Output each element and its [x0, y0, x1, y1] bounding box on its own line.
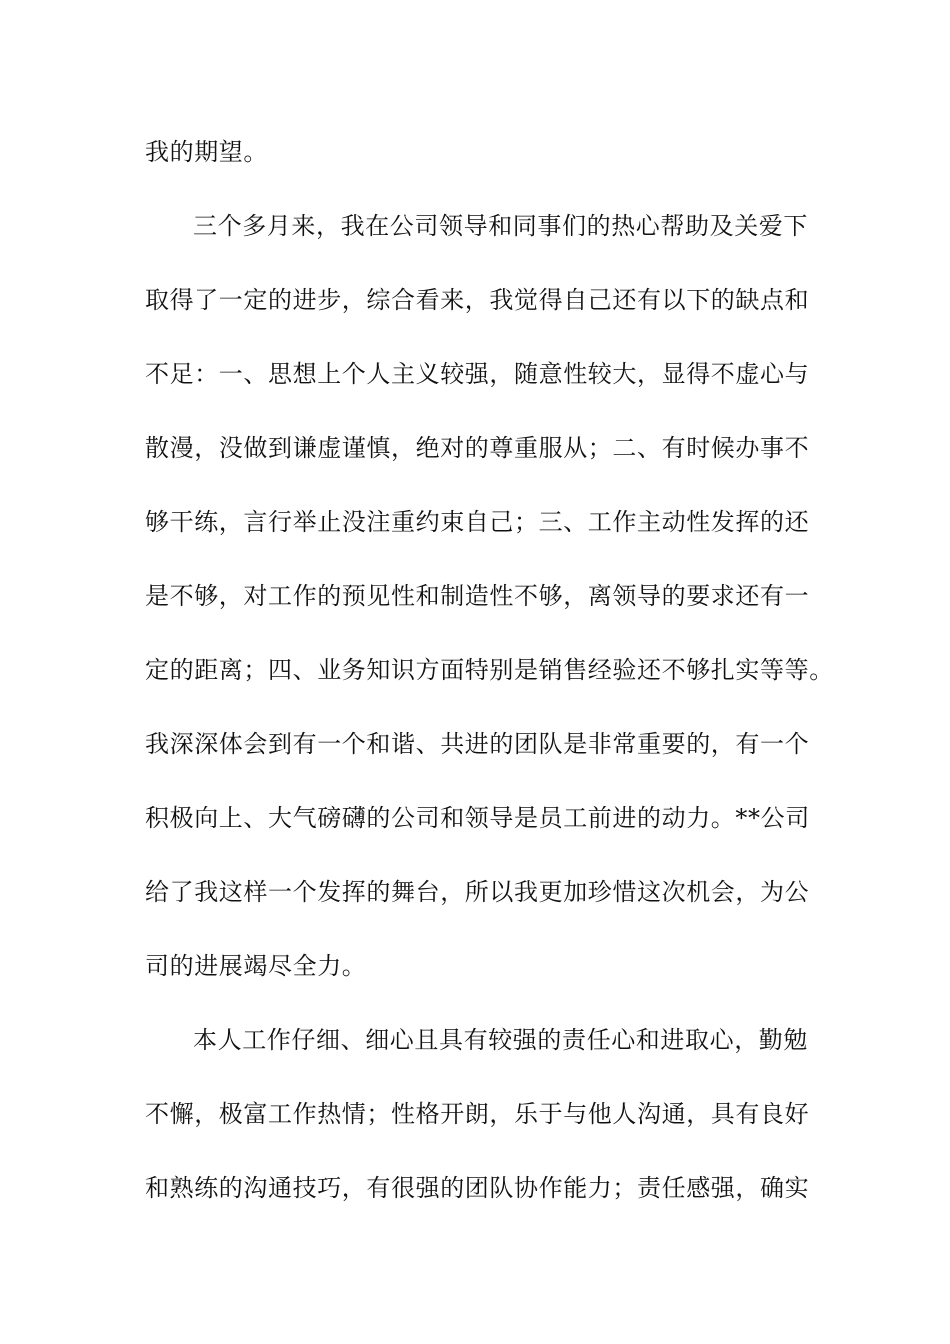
text-line: 定的距离；四、业务知识方面特别是销售经验还不够扎实等等。 [145, 656, 834, 684]
text-line: 和熟练的沟通技巧，有很强的团队协作能力；责任感强，确实 [145, 1174, 810, 1202]
paragraph-start-line: 本人工作仔细、细心且具有较强的责任心和进取心，勤勉 [193, 1026, 808, 1054]
text-line: 我的期望。 [145, 138, 268, 166]
text-line: 我深深体会到有一个和谐、共进的团队是非常重要的，有一个 [145, 730, 810, 758]
text-line: 够干练，言行举止没注重约束自己；三、工作主动性发挥的还 [145, 508, 810, 536]
text-line: 不足：一、思想上个人主义较强，随意性较大，显得不虚心与 [145, 360, 810, 388]
text-line: 取得了一定的进步，综合看来，我觉得自己还有以下的缺点和 [145, 286, 810, 314]
text-line: 给了我这样一个发挥的舞台，所以我更加珍惜这次机会，为公 [145, 878, 810, 906]
text-line: 不懈，极富工作热情；性格开朗，乐于与他人沟通，具有良好 [145, 1100, 810, 1128]
paragraph-start-line: 三个多月来，我在公司领导和同事们的热心帮助及关爱下 [193, 212, 808, 240]
text-line: 散漫，没做到谦虚谨慎，绝对的尊重服从；二、有时候办事不 [145, 434, 810, 462]
text-line: 司的进展竭尽全力。 [145, 952, 367, 980]
text-line: 是不够，对工作的预见性和制造性不够，离领导的要求还有一 [145, 582, 810, 610]
text-line: 积极向上、大气磅礴的公司和领导是员工前进的动力。**公司 [145, 804, 810, 832]
